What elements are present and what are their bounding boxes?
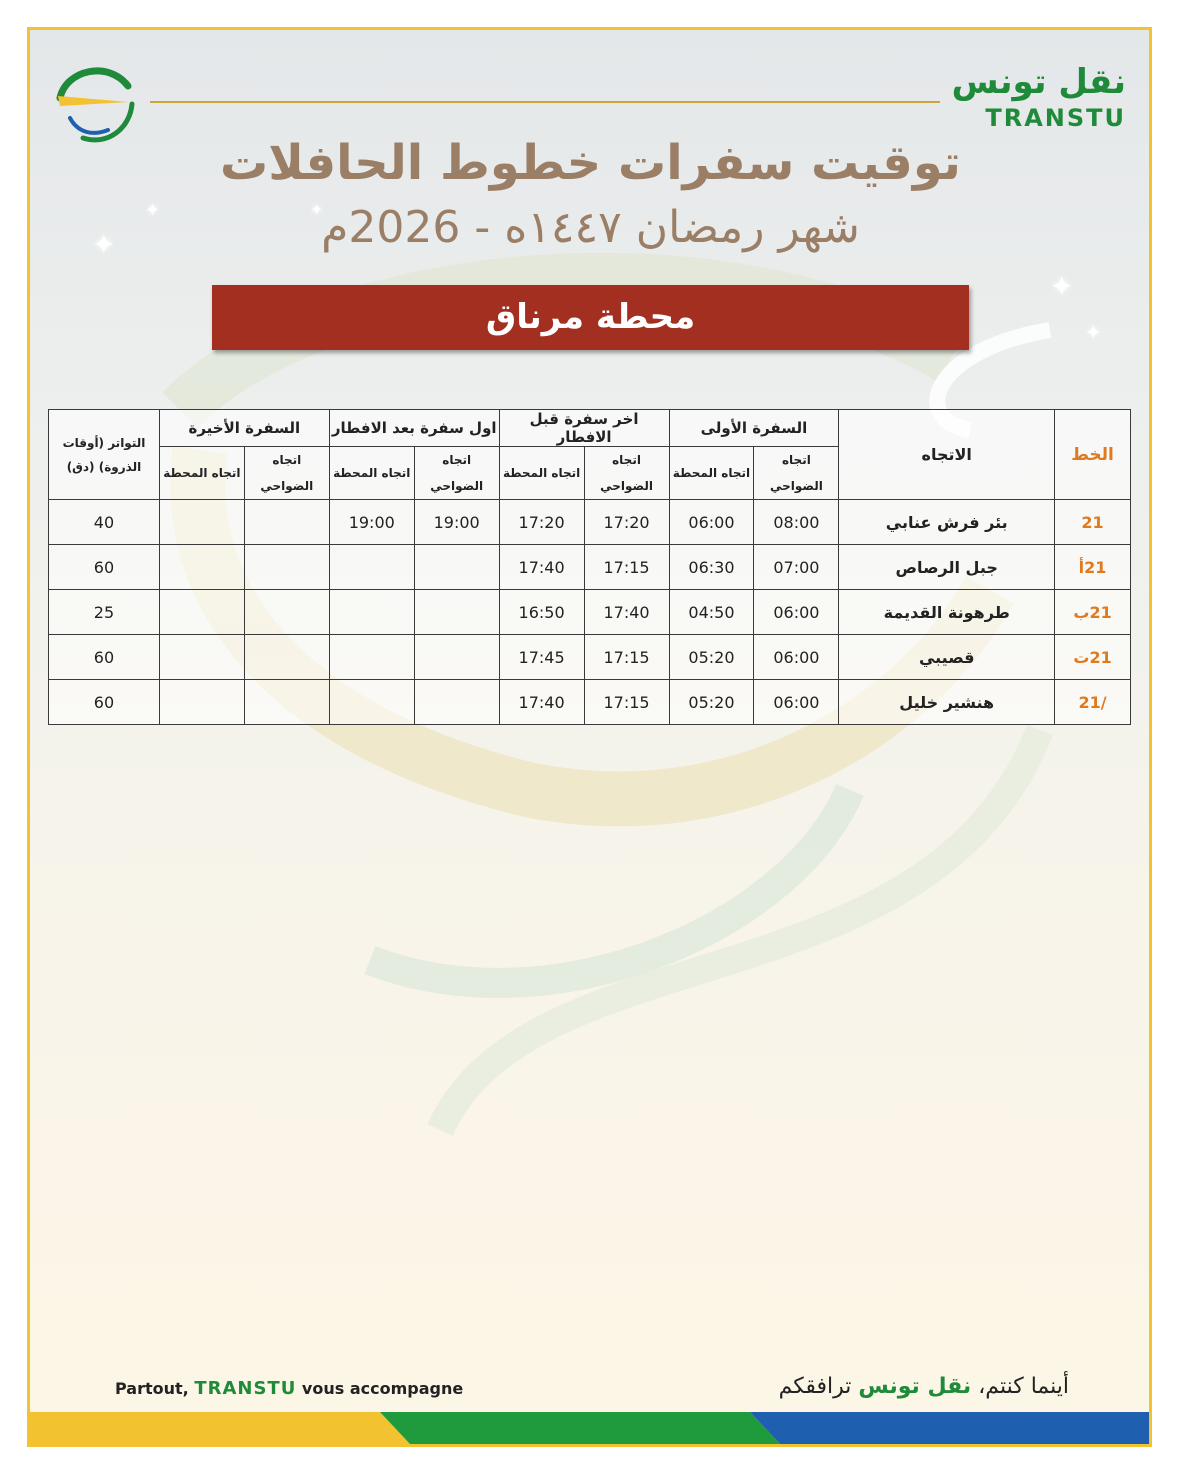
- time-cell: [329, 680, 414, 725]
- time-cell: [159, 500, 244, 545]
- time-cell: [329, 635, 414, 680]
- footer-color-stripes: [30, 1412, 1149, 1444]
- subheader-station: اتجاه المحطة: [669, 447, 754, 500]
- time-cell: 17:20: [584, 500, 669, 545]
- time-cell: 17:40: [584, 590, 669, 635]
- header-direction: الاتجاه: [839, 410, 1055, 500]
- time-cell: 16:50: [499, 590, 584, 635]
- time-cell: [159, 680, 244, 725]
- time-cell: 06:00: [754, 680, 839, 725]
- time-cell: 17:40: [499, 545, 584, 590]
- header-line: الخط: [1055, 410, 1131, 500]
- destination: طرهونة القديمة: [839, 590, 1055, 635]
- station-name-banner: محطة مرناق: [212, 285, 969, 350]
- footer-slogan-arabic: [779, 1374, 1069, 1399]
- time-cell: [244, 545, 329, 590]
- stripe-green: [380, 1412, 780, 1444]
- time-cell: 17:45: [499, 635, 584, 680]
- time-cell: [329, 590, 414, 635]
- time-cell: 17:15: [584, 635, 669, 680]
- page-subtitle: شهر رمضان ١٤٤٧ه - 2026م: [321, 202, 860, 253]
- line-number: 21ت: [1055, 635, 1131, 680]
- time-cell: 19:00: [329, 500, 414, 545]
- destination: بئر فرش عنابي: [839, 500, 1055, 545]
- subheader-station: اتجاه المحطة: [499, 447, 584, 500]
- time-cell: [159, 545, 244, 590]
- time-cell: [159, 590, 244, 635]
- frequency-cell: 60: [49, 680, 160, 725]
- time-cell: 06:00: [754, 590, 839, 635]
- time-cell: 17:15: [584, 680, 669, 725]
- header-last-before-iftar: اخر سفرة قبل الافطار: [499, 410, 669, 447]
- table-row: [49, 590, 1131, 635]
- destination: جبل الرصاص: [839, 545, 1055, 590]
- subheader-suburb: اتجاه الضواحي: [244, 447, 329, 500]
- brand-name-latin: TRANSTU: [985, 104, 1126, 132]
- time-cell: [159, 635, 244, 680]
- time-cell: [414, 680, 499, 725]
- sparkle-icon: ✦: [310, 200, 324, 219]
- stripe-yellow: [30, 1412, 410, 1444]
- time-cell: 06:30: [669, 545, 754, 590]
- line-number: 21: [1055, 500, 1131, 545]
- time-cell: [244, 500, 329, 545]
- footer-slogan-french: [115, 1378, 463, 1399]
- brand-name-arabic: نقل تونس: [951, 62, 1126, 102]
- frequency-cell: 25: [49, 590, 160, 635]
- time-cell: [244, 635, 329, 680]
- time-cell: 05:20: [669, 635, 754, 680]
- frequency-cell: 60: [49, 545, 160, 590]
- footer-ar-prefix: أينما كنتم،: [978, 1374, 1069, 1399]
- footer-fr-brand: TRANSTU: [194, 1378, 297, 1399]
- time-cell: 06:00: [669, 500, 754, 545]
- header-frequency: التواتر (أوقات الذروة) (دق): [49, 410, 160, 500]
- frequency-cell: 40: [49, 500, 160, 545]
- time-cell: [414, 545, 499, 590]
- subheader-suburb: اتجاه الضواحي: [754, 447, 839, 500]
- time-cell: 05:20: [669, 680, 754, 725]
- time-cell: [244, 680, 329, 725]
- subheader-station: اتجاه المحطة: [329, 447, 414, 500]
- table-row: [49, 635, 1131, 680]
- table-header-row: [49, 410, 1131, 447]
- header-first-trip: السفرة الأولى: [669, 410, 839, 447]
- footer-fr-prefix: Partout,: [115, 1379, 189, 1398]
- stripe-blue: [750, 1412, 1149, 1444]
- time-cell: 17:15: [584, 545, 669, 590]
- line-number: 21أ: [1055, 545, 1131, 590]
- table-row: [49, 680, 1131, 725]
- destination: قصيبي: [839, 635, 1055, 680]
- table-row: [49, 500, 1131, 545]
- time-cell: 17:20: [499, 500, 584, 545]
- time-cell: 07:00: [754, 545, 839, 590]
- page-title: توقيت سفرات خطوط الحافلات: [220, 135, 961, 191]
- time-cell: 06:00: [754, 635, 839, 680]
- header-first-after-iftar: اول سفرة بعد الافطار: [329, 410, 499, 447]
- footer-ar-suffix: ترافقكم: [778, 1374, 852, 1399]
- subheader-suburb: اتجاه الضواحي: [584, 447, 669, 500]
- sparkle-icon: ✦: [92, 228, 116, 261]
- frequency-cell: 60: [49, 635, 160, 680]
- time-cell: [414, 635, 499, 680]
- time-cell: 19:00: [414, 500, 499, 545]
- header-last-trip: السفرة الأخيرة: [159, 410, 329, 447]
- destination: هنشير خليل: [839, 680, 1055, 725]
- time-cell: 17:40: [499, 680, 584, 725]
- line-number: /21: [1055, 680, 1131, 725]
- footer-fr-suffix: vous accompagne: [301, 1379, 464, 1398]
- time-cell: [414, 590, 499, 635]
- time-cell: 04:50: [669, 590, 754, 635]
- line-number: 21ب: [1055, 590, 1131, 635]
- header-rule: [150, 101, 940, 103]
- schedule-table: [48, 409, 1131, 725]
- subheader-suburb: اتجاه الضواحي: [414, 447, 499, 500]
- sparkle-icon: ✦: [145, 200, 161, 221]
- subheader-station: اتجاه المحطة: [159, 447, 244, 500]
- footer-ar-brand: نقل تونس: [858, 1374, 972, 1399]
- sparkle-icon: ✦: [1050, 270, 1074, 303]
- sparkle-icon: ✦: [1085, 320, 1102, 344]
- time-cell: 08:00: [754, 500, 839, 545]
- time-cell: [329, 545, 414, 590]
- time-cell: [244, 590, 329, 635]
- table-row: [49, 545, 1131, 590]
